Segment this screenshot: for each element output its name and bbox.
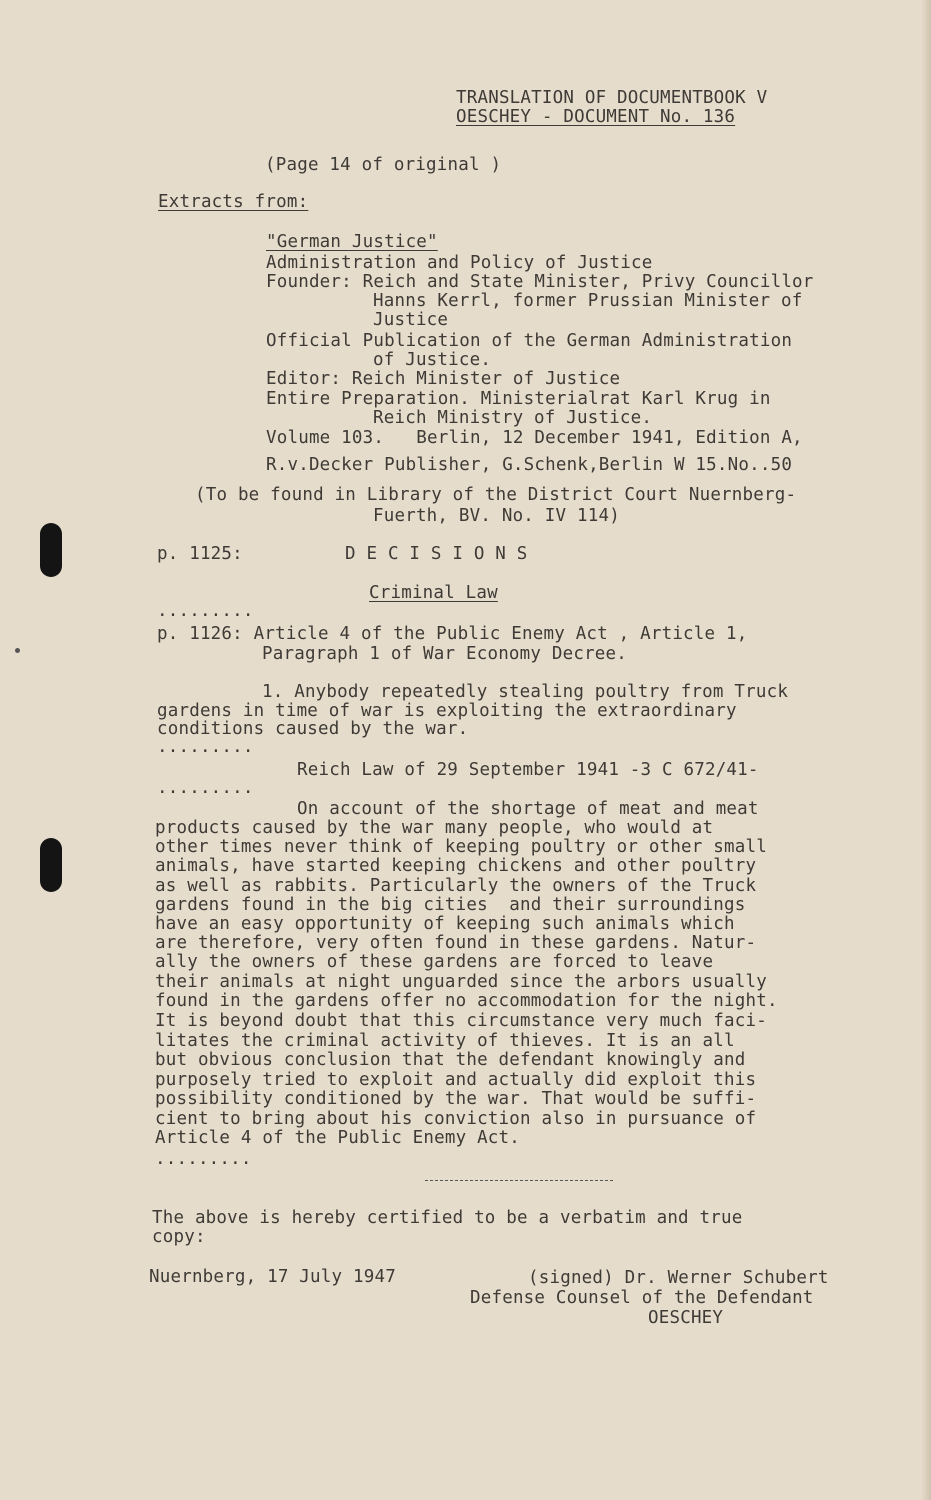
page-edge-shadow bbox=[921, 0, 931, 1500]
body-line: purposely tried to exploit and actually did exploit this bbox=[155, 1070, 757, 1090]
source-title: "German Justice" bbox=[266, 232, 438, 252]
source-location-1: (To be found in Library of the District Court Nuernberg- bbox=[195, 485, 797, 505]
body-line: but obvious conclusion that the defendant knowingly and bbox=[155, 1050, 746, 1070]
decisions-page-label: p. 1125: bbox=[157, 544, 243, 564]
source-founder-2: Hanns Kerrl, former Prussian Minister of bbox=[373, 291, 803, 311]
ellipsis-4: ......... bbox=[155, 1149, 252, 1169]
ruling-reference: Reich Law of 29 September 1941 -3 C 672/41- bbox=[297, 760, 759, 780]
body-line: are therefore, very often found in these gardens. Natur- bbox=[155, 933, 757, 953]
certification-line-1: The above is hereby certified to be a verbatim and true bbox=[152, 1208, 743, 1228]
ellipsis-1: ......... bbox=[157, 601, 254, 621]
p1126-line-2: Paragraph 1 of War Economy Decree. bbox=[262, 644, 628, 664]
source-subtitle: Administration and Policy of Justice bbox=[266, 253, 653, 273]
body-line: have an easy opportunity of keeping such animals which bbox=[155, 914, 735, 934]
body-line: found in the gardens offer no accommodation for the night. bbox=[155, 991, 778, 1011]
source-preparation-1: Entire Preparation. Ministerialrat Karl Krug in bbox=[266, 389, 771, 409]
certification-name: OESCHEY bbox=[648, 1308, 724, 1328]
source-editor: Editor: Reich Minister of Justice bbox=[266, 369, 621, 389]
source-official-2: of Justice. bbox=[373, 350, 492, 370]
extracts-label: Extracts from: bbox=[158, 192, 309, 212]
source-location-2: Fuerth, BV. No. IV 114) bbox=[373, 506, 620, 526]
body-line: as well as rabbits. Particularly the owners of the Truck bbox=[155, 876, 757, 896]
header-line-1: TRANSLATION OF DOCUMENTBOOK V bbox=[456, 88, 768, 108]
section-divider bbox=[425, 1180, 613, 1181]
source-preparation-2: Reich Ministry of Justice. bbox=[373, 408, 653, 428]
certification-signed: (signed) Dr. Werner Schubert bbox=[528, 1268, 829, 1288]
ellipsis-3: ......... bbox=[157, 778, 254, 798]
certification-place-date: Nuernberg, 17 July 1947 bbox=[149, 1267, 396, 1287]
body-line: possibility conditioned by the war. That would be suffi- bbox=[155, 1089, 757, 1109]
header-line-2: OESCHEY - DOCUMENT No. 136 bbox=[456, 107, 736, 127]
body-line: On account of the shortage of meat and meat bbox=[297, 799, 759, 819]
page-reference: (Page 14 of original ) bbox=[265, 155, 502, 175]
punch-hole-top bbox=[40, 523, 62, 577]
decisions-subheading: Criminal Law bbox=[369, 583, 498, 603]
decisions-heading: D E C I S I O N S bbox=[345, 544, 528, 564]
body-line: It is beyond doubt that this circumstance very much faci- bbox=[155, 1011, 767, 1031]
body-line: their animals at night unguarded since the arbors usually bbox=[155, 972, 767, 992]
paper-speck bbox=[15, 648, 20, 653]
body-line: Article 4 of the Public Enemy Act. bbox=[155, 1128, 521, 1148]
punch-hole-bottom bbox=[40, 838, 62, 892]
source-founder-3: Justice bbox=[373, 310, 449, 330]
body-line: litates the criminal activity of thieves. It is an all bbox=[155, 1031, 735, 1051]
p1126-line-1: p. 1126: Article 4 of the Public Enemy Act , Article 1, bbox=[157, 624, 748, 644]
source-publisher: R.v.Decker Publisher, G.Schenk,Berlin W 15.No..50 bbox=[266, 455, 793, 475]
body-line: products caused by the war many people, who would at bbox=[155, 818, 714, 838]
source-founder-1: Founder: Reich and State Minister, Privy Councillor bbox=[266, 272, 814, 292]
headnote-line-1: 1. Anybody repeatedly stealing poultry from Truck bbox=[262, 682, 789, 702]
source-volume: Volume 103. Berlin, 12 December 1941, Edition A, bbox=[266, 428, 803, 448]
headnote-line-3: conditions caused by the war. bbox=[157, 719, 469, 739]
source-official-1: Official Publication of the German Administration bbox=[266, 331, 793, 351]
body-line: cient to bring about his conviction also in pursuance of bbox=[155, 1109, 757, 1129]
certification-line-2: copy: bbox=[152, 1227, 206, 1247]
ellipsis-2: ......... bbox=[157, 737, 254, 757]
body-line: gardens found in the big cities and their surroundings bbox=[155, 895, 746, 915]
body-line: other times never think of keeping poultry or other small bbox=[155, 837, 767, 857]
certification-title: Defense Counsel of the Defendant bbox=[470, 1288, 814, 1308]
body-line: ally the owners of these gardens are forced to leave bbox=[155, 952, 714, 972]
headnote-line-2: gardens in time of war is exploiting the extraordinary bbox=[157, 701, 737, 721]
body-line: animals, have started keeping chickens and other poultry bbox=[155, 856, 757, 876]
